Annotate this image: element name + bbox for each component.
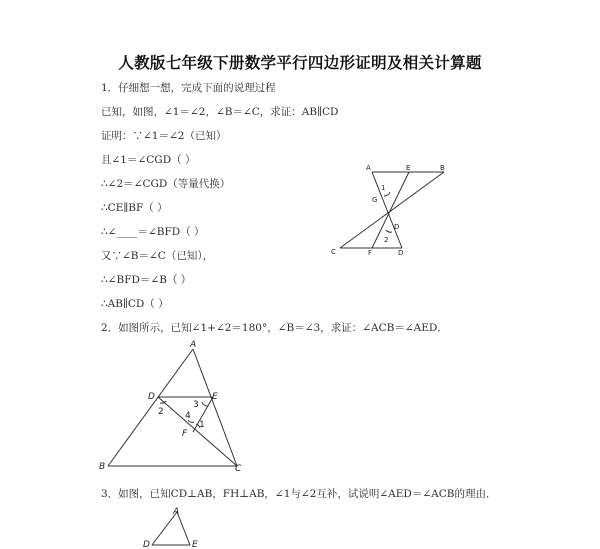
- angle-2-arc: [386, 230, 392, 232]
- q1-proof-line: 且∠1＝∠CGD（ ）: [101, 154, 196, 166]
- fig1-label-c: C: [331, 248, 336, 256]
- fig2-label-f: F: [182, 429, 188, 439]
- q2-prompt: 2．如图所示，已知∠1+∠2＝180°，∠B＝∠3，求证：∠ACB＝∠AED．: [101, 322, 448, 334]
- figure-q3: [152, 512, 190, 545]
- fig1-label-g: G: [372, 196, 378, 204]
- figure-q1: [340, 172, 444, 248]
- q1-proof-line: ∴∠2＝∠CGD（等量代换）: [101, 178, 231, 190]
- fig2-label-b: B: [99, 462, 106, 472]
- fig3-label-a: A: [173, 507, 180, 517]
- segment-ab: [108, 349, 193, 466]
- q1-proof-line: ∴∠BFD＝∠B（ ）: [101, 274, 192, 286]
- fig2-label-3: 3: [193, 400, 199, 410]
- fig1-label-b: B: [440, 164, 445, 172]
- segment-bc: [340, 172, 444, 248]
- fig2-label-4: 4: [185, 411, 191, 421]
- q1-prompt: 1．仔细想一想，完成下面的说理过程: [101, 82, 276, 94]
- figure-q2: [108, 349, 237, 466]
- segment-ac: [193, 349, 237, 466]
- q1-proof-line: 又∵∠B＝∠C（已知），: [101, 250, 214, 262]
- q1-given: 已知，如图，∠1＝∠2，∠B＝∠C，求证：AB∥CD: [101, 106, 339, 118]
- page-title: 人教版七年级下册数学平行四边形证明及相关计算题: [118, 54, 482, 72]
- q1-proof-line: ∴CE∥BF（ ）: [101, 202, 168, 214]
- fig2-label-c: C: [235, 464, 242, 474]
- angle-1-arc: [384, 192, 390, 196]
- q1-proof-line: 证明：∵∠1＝∠2（已知）: [101, 130, 227, 142]
- segment-ef: [372, 172, 409, 248]
- fig3-label-e: E: [192, 540, 198, 549]
- q3-prompt: 3．如图，已知CD⊥AB，FH⊥AB，∠1与∠2互补，试说明∠AED＝∠ACB的理由．: [101, 488, 497, 500]
- q1-proof-line: ∴AB∥CD（ ）: [101, 298, 169, 310]
- fig2-label-2: 2: [158, 407, 164, 417]
- fig3-label-d: D: [143, 540, 150, 549]
- fig1-label-e: E: [406, 164, 411, 172]
- fig1-label-f: F: [368, 249, 373, 257]
- fig2-label-e: E: [212, 392, 218, 402]
- fig1-label-d: D: [398, 249, 404, 257]
- angle-3-arc: [202, 402, 208, 406]
- fig2-label-d: D: [148, 392, 155, 402]
- fig1-label-2: 2: [384, 236, 389, 244]
- fig2-label-a: A: [190, 340, 197, 350]
- fig2-label-1: 1: [199, 420, 205, 430]
- fig1-label-h: D: [394, 223, 400, 231]
- fig1-label-1: 1: [381, 184, 386, 192]
- fig1-label-a: A: [366, 164, 371, 172]
- q1-proof-line: ∴∠____＝∠BFD（ ）: [101, 226, 205, 238]
